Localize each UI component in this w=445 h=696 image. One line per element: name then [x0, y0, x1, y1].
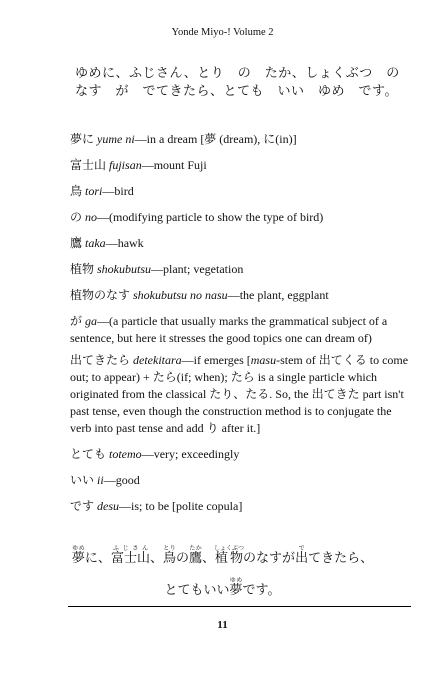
sentence-text: てきたら、 — [308, 551, 374, 566]
gloss-japanese: が — [70, 314, 86, 328]
ruby-word: 富士山ふじさん — [110, 545, 150, 566]
gloss-shokubutsu-no-nasu — [70, 287, 412, 304]
gloss-ii — [70, 472, 412, 489]
sentence-text: の — [175, 551, 189, 566]
sentence-text: のなすが — [243, 551, 296, 566]
gloss-yume-ni — [70, 131, 412, 148]
gloss-japanese: 鷹 — [70, 236, 86, 250]
gloss-japanese: いい — [70, 473, 98, 487]
kana-line-1: ゆめに、ふじさん、とり の たか、しょくぶつ の — [75, 66, 400, 81]
kana-line-2: なす が でてきたら、とても いい ゆめ です。 — [75, 84, 398, 99]
gloss-definition: —if emerges [ — [181, 353, 251, 367]
gloss-romaji: yume ni — [97, 132, 135, 146]
gloss-japanese: 出てきたら — [70, 353, 134, 367]
furigana-reading: しょくぶつ — [214, 545, 245, 552]
gloss-definition: —bird — [102, 184, 134, 198]
gloss-fujisan — [70, 157, 412, 174]
sentence-text: とてもいい — [164, 583, 230, 598]
gloss-definition-cont: -stem of 出てくる to come out; to appear) + たら(if; when); たら is a single particle which originated from the classical たり、たる. So, the 出てきた part isn't past tense, even though the construction method is to conjugate the verb into past tense and add り after it.] — [70, 353, 409, 435]
ruby-word: 夢ゆめ — [71, 545, 85, 566]
ruby-word: 鳥とり — [162, 545, 176, 566]
gloss-romaji: ii — [97, 473, 104, 487]
ruby-word: 出で — [295, 545, 309, 566]
gloss-romaji: no — [85, 210, 98, 224]
sentence-text: に、 — [84, 551, 111, 566]
ruby-word: 夢ゆめ — [229, 577, 243, 598]
gloss-japanese: 富士山 — [70, 158, 110, 172]
furigana-reading: たか — [189, 545, 203, 552]
gloss-ga — [70, 313, 412, 347]
furigana-reading: ゆめ — [229, 577, 243, 584]
ruby-word: 植物しょくぶつ — [214, 545, 245, 566]
sentence-text: です。 — [242, 583, 281, 598]
furigana-reading: で — [295, 545, 309, 552]
gloss-japanese: 夢に — [70, 132, 98, 146]
gloss-desu — [70, 498, 412, 515]
furigana-sentence-line-2 — [0, 577, 445, 598]
gloss-romaji: ga — [85, 314, 98, 328]
sentence-text: 、 — [202, 551, 216, 566]
gloss-japanese: の — [70, 210, 86, 224]
gloss-detekitara — [70, 352, 412, 437]
gloss-romaji: detekitara — [133, 353, 182, 367]
furigana-reading: ふじさん — [110, 545, 150, 552]
gloss-definition: —is; to be [polite copula] — [119, 499, 243, 513]
gloss-romaji: shokubutsu no nasu — [133, 288, 228, 302]
gloss-japanese: です — [70, 499, 98, 513]
footer-rule — [68, 606, 411, 607]
gloss-definition: —mount Fuji — [141, 158, 207, 172]
gloss-taka — [70, 235, 412, 252]
gloss-tori — [70, 183, 412, 200]
gloss-definition: —(modifying particle to show the type of bird) — [97, 210, 324, 224]
gloss-japanese: 鳥 — [70, 184, 86, 198]
furigana-reading: とり — [162, 545, 176, 552]
gloss-japanese: 植物 — [70, 262, 98, 276]
gloss-japanese: とても — [70, 447, 110, 461]
page-number: 11 — [217, 619, 228, 631]
gloss-definition: —good — [103, 473, 140, 487]
gloss-romaji: shokubutsu — [97, 262, 152, 276]
gloss-romaji: taka — [85, 236, 106, 250]
furigana-sentence-line-1 — [0, 545, 445, 566]
gloss-totemo — [70, 446, 412, 463]
gloss-romaji: desu — [97, 499, 120, 513]
gloss-romaji: tori — [85, 184, 103, 198]
gloss-shokubutsu — [70, 261, 412, 278]
furigana-reading: ゆめ — [71, 545, 85, 552]
gloss-romaji: totemo — [109, 447, 142, 461]
gloss-definition: —(a particle that usually marks the grammatical subject of a sentence, but here it stresses the good topics one can dream of) — [70, 314, 388, 345]
gloss-definition: —plant; vegetation — [151, 262, 244, 276]
sentence-text: 、 — [149, 551, 163, 566]
running-header: Yonde Miyo-! Volume 2 — [171, 27, 274, 38]
gloss-japanese: 植物のなす — [70, 288, 134, 302]
gloss-definition: —very; exceedingly — [141, 447, 240, 461]
gloss-definition: —hawk — [105, 236, 144, 250]
gloss-romaji-masu: masu — [250, 353, 277, 367]
gloss-romaji: fujisan — [109, 158, 142, 172]
gloss-definition: —the plant, eggplant — [227, 288, 329, 302]
gloss-no — [70, 209, 412, 226]
ruby-word: 鷹たか — [189, 545, 203, 566]
gloss-definition: —in a dream [夢 (dream), に(in)] — [134, 132, 297, 146]
